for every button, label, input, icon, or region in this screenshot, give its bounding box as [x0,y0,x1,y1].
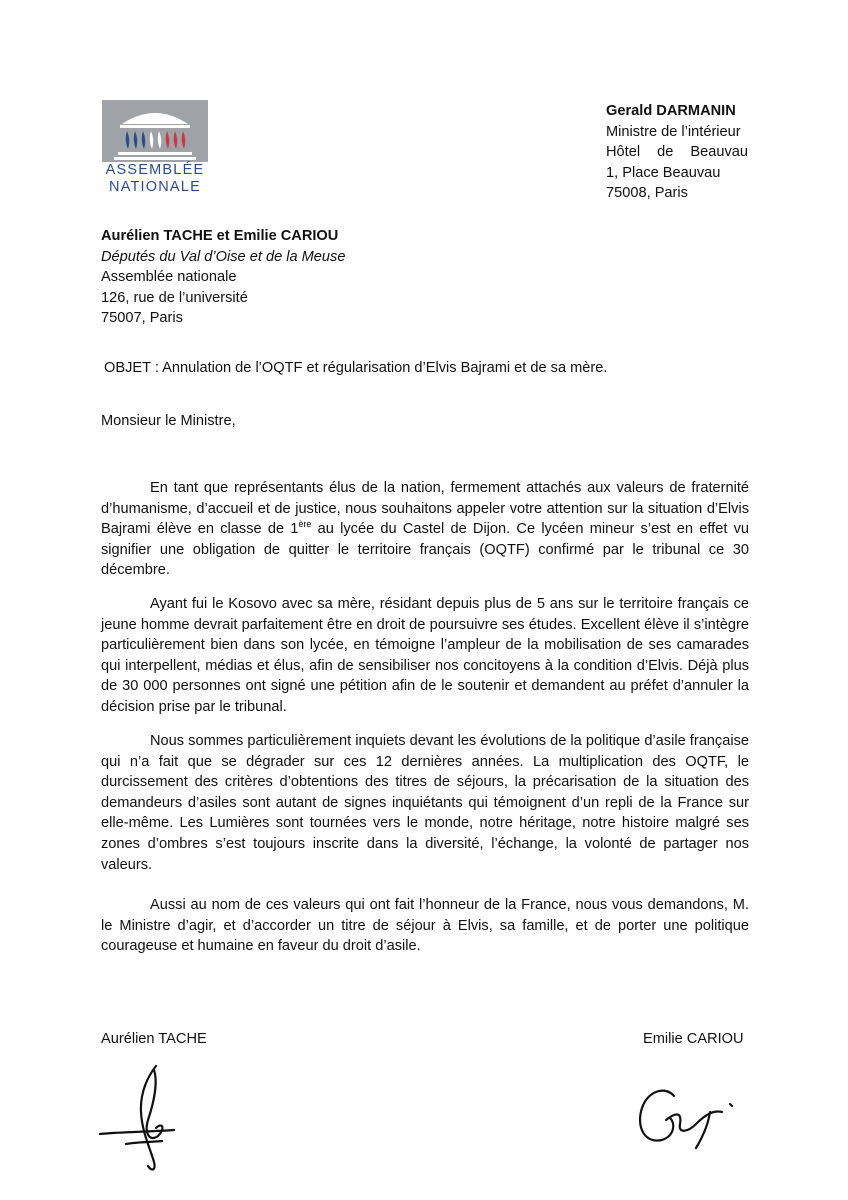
hemicycle-emblem [102,100,208,162]
signature-left [96,1062,176,1174]
sender-names: Aurélien TACHE et Emilie CARIOU [101,228,339,244]
logo-text-line1: ASSEMBLÉE [105,162,205,178]
salutation: Monsieur le Ministre, [101,413,236,429]
recipient-place: Hôtel de Beauvau [606,144,748,161]
signatory-right-name: Emilie CARIOU [643,1031,744,1047]
sender-address [101,226,345,329]
paragraph-1: En tant que représentants élus de la nation, fermement attachés aux valeurs de fraternité d’humanisme, d’accueil et de justice, nous souhaitons appeler votre attention sur la situation d’Elvis Bajrami élève en classe de 1ère au lycée du Castel de Dijon. Ce lycéen mineur s’est en effet vu signifier une obligation de quitter le territoire français (OQTF) confirmé par le tribunal ce 30 décembre. [101,480,750,579]
sender-institution: Assemblée nationale [101,269,237,285]
recipient-title: Ministre de l’intérieur [606,123,741,140]
sender-street: 126, rue de l’université [101,289,248,306]
logo-text-line2: NATIONALE [109,179,201,195]
letter-subject: OBJET : Annulation de l’OQTF et régularisation d’Elvis Bajrami et de sa mère. [104,360,608,376]
recipient-name: Gerald DARMANIN [606,103,736,119]
recipient-address [606,101,748,204]
signature-right [630,1082,740,1152]
paragraph-3: Nous sommes particulièrement inquiets devant les évolutions de la politique d’asile française qui n’a fait que se dégrader sur ces 12 dernières années. La multiplication des OQTF, le durcissement des critères d’obtentions des titres de séjours, la précarisation de la situation des demandeurs d’asiles sont autant de signes inquiétants qui témoignent d’un repli de la France sur elle-même. Les Lumières sont tournées vers le monde, notre héritage, notre histoire malgré ses zones d’ombres s’est toujours inscrite dans la diversité, l’échange, la volonté de partager nos valeurs. [101,733,749,873]
paragraph-2: Ayant fui le Kosovo avec sa mère, résidant depuis plus de 5 ans sur le territoire français ce jeune homme devrait parfaitement être en droit de poursuivre ses études. Excellent élève il s’intègre particulièrement bien dans son lycée, en témoigne l’ampleur de la mobilisation de ses camarades qui interpellent, médias et élus, afin de sensibiliser nos concitoyens à la condition d’Elvis. Déjà plus de 30 000 personnes ont signé une pétition afin de le soutenir et demandent au préfet d’annuler la décision prise par le tribunal. [101,596,749,715]
signatory-left-name: Aurélien TACHE [101,1031,207,1047]
assemblee-nationale-logo [100,100,208,196]
recipient-city: 75008, Paris [606,185,688,202]
sender-role: Députés du Val d’Oise et de la Meuse [101,248,346,265]
sender-city: 75007, Paris [101,310,183,326]
paragraph-4: Aussi au nom de ces valeurs qui ont fait l’honneur de la France, nous vous demandons, M. le Ministre d’agir, et d’accorder un titre de séjour à Elvis, sa famille, et de porter une politique courageuse et humaine en faveur du droit d’asile. [101,897,749,955]
recipient-street: 1, Place Beauvau [606,164,721,181]
